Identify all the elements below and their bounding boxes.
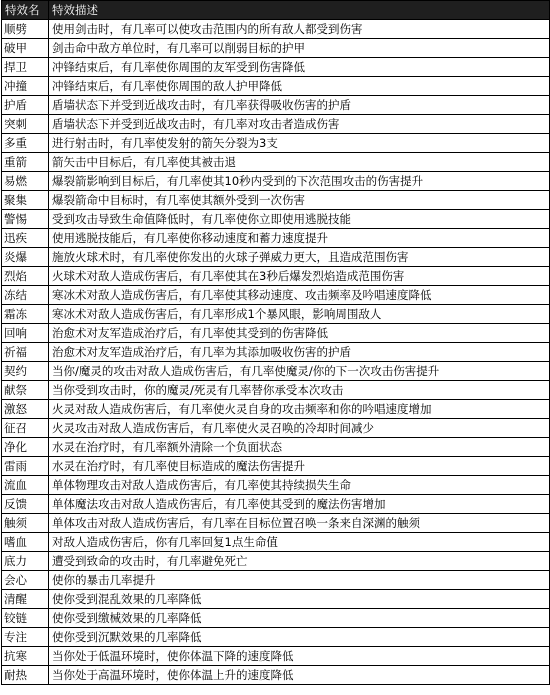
effect-desc-cell: 水灵在治疗时，有几率额外清除一个负面状态 [49,438,550,457]
effect-name-cell: 重箭 [2,153,49,172]
effect-name-cell: 祈福 [2,343,49,362]
effect-name-cell: 触须 [2,514,49,533]
header-desc: 特效描述 [49,1,550,20]
effect-name-cell: 耐热 [2,666,49,685]
table-row [2,191,550,210]
table-row [2,628,550,647]
effect-name-cell: 迅疾 [2,229,49,248]
table-row [2,647,550,666]
effect-desc-cell: 火灵攻击对敌人造成伤害后，有几率使火灵召唤的冷却时间减少 [49,419,550,438]
effect-desc-cell: 使你受到沉默效果的几率降低 [49,628,550,647]
effect-name-cell: 回响 [2,324,49,343]
table-row [2,571,550,590]
effect-name-cell: 易燃 [2,172,49,191]
effect-desc-cell: 单体攻击对敌人造成伤害后，有几率在目标位置召唤一条来自深渊的触须 [49,514,550,533]
effect-desc-cell: 火球术对敌人造成伤害后，有几率使其在3秒后爆发烈焰造成范围伤害 [49,267,550,286]
table-body [2,20,550,685]
effect-name-cell: 契约 [2,362,49,381]
table-row [2,286,550,305]
effect-name-cell: 献祭 [2,381,49,400]
table-row [2,58,550,77]
table-row [2,590,550,609]
effect-name-cell: 护盾 [2,96,49,115]
effect-name-cell: 底力 [2,552,49,571]
effect-desc-cell: 遭受到致命的攻击时，有几率避免死亡 [49,552,550,571]
table-row [2,552,550,571]
effect-name-cell: 铰链 [2,609,49,628]
table-row [2,457,550,476]
effect-desc-cell: 使用逃脱技能后，有几率使你移动速度和蓄力速度提升 [49,229,550,248]
table-row [2,210,550,229]
table-row [2,419,550,438]
effect-desc-cell: 火灵对敌人造成伤害后，有几率使火灵自身的攻击频率和你的吟唱速度增加 [49,400,550,419]
effect-desc-cell: 单体物理攻击对敌人造成伤害后，有几率使其持续损失生命 [49,476,550,495]
effect-name-cell: 清醒 [2,590,49,609]
effect-desc-cell: 当你/魔灵的攻击对敌人造成伤害后，有几率使魔灵/你的下一次攻击伤害提升 [49,362,550,381]
table-row [2,96,550,115]
table-row [2,153,550,172]
table-row [2,533,550,552]
effect-desc-cell: 盾墙状态下并受到近战攻击时，有几率获得吸收伤害的护盾 [49,96,550,115]
effect-name-cell: 流血 [2,476,49,495]
header-row [2,1,550,20]
effect-desc-cell: 使用剑击时，有几率可以使攻击范围内的所有敌人都受到伤害 [49,20,550,39]
table-row [2,229,550,248]
effect-desc-cell: 进行射击时，有几率使发射的箭矢分裂为3支 [49,134,550,153]
effect-name-cell: 霜冻 [2,305,49,324]
effect-desc-cell: 单体魔法攻击对敌人造成伤害后，有几率使其受到的魔法伤害增加 [49,495,550,514]
effect-name-cell: 炎爆 [2,248,49,267]
effect-desc-cell: 箭矢击中目标后，有几率使其被击退 [49,153,550,172]
effect-desc-cell: 受到攻击导致生命值降低时，有几率使你立即使用逃脱技能 [49,210,550,229]
table-row [2,134,550,153]
effect-name-cell: 破甲 [2,39,49,58]
table-row [2,305,550,324]
table-row [2,438,550,457]
effect-name-cell: 征召 [2,419,49,438]
effect-name-cell: 专注 [2,628,49,647]
effect-name-cell: 顺劈 [2,20,49,39]
effect-desc-cell: 当你受到攻击时，你的魔灵/死灵有几率替你承受本次攻击 [49,381,550,400]
table-row [2,172,550,191]
effect-desc-cell: 使你的暴击几率提升 [49,571,550,590]
effect-desc-cell: 水灵在治疗时，有几率使目标造成的魔法伤害提升 [49,457,550,476]
effect-name-cell: 会心 [2,571,49,590]
effect-desc-cell: 当你处于高温环境时，使你体温上升的速度降低 [49,666,550,685]
effects-table [1,0,550,685]
table-row [2,514,550,533]
table-row [2,324,550,343]
effect-desc-cell: 剑击命中敌方单位时，有几率可以削弱目标的护甲 [49,39,550,58]
table-row [2,400,550,419]
effect-desc-cell: 爆裂箭命中目标时，有几率使其额外受到一次伤害 [49,191,550,210]
table-row [2,609,550,628]
effect-desc-cell: 对敌人造成伤害后，你有几率回复1点生命值 [49,533,550,552]
effect-name-cell: 聚集 [2,191,49,210]
effect-desc-cell: 使你受到缴械效果的几率降低 [49,609,550,628]
effect-desc-cell: 爆裂箭影响到目标后，有几率使其10秒内受到的下次范围攻击的伤害提升 [49,172,550,191]
effect-name-cell: 雷雨 [2,457,49,476]
table-row [2,248,550,267]
table-row [2,115,550,134]
table-row [2,362,550,381]
effect-desc-cell: 盾墙状态下并受到近战攻击时，有几率对攻击者造成伤害 [49,115,550,134]
table-row [2,381,550,400]
effect-desc-cell: 治愈术对友军造成治疗后，有几率为其添加吸收伤害的护盾 [49,343,550,362]
table-row [2,476,550,495]
effect-desc-cell: 当你处于低温环境时，使你体温下降的速度降低 [49,647,550,666]
effect-name-cell: 反馈 [2,495,49,514]
effect-desc-cell: 使你受到混乱效果的几率降低 [49,590,550,609]
table-row [2,495,550,514]
effect-name-cell: 嗜血 [2,533,49,552]
effect-name-cell: 冲撞 [2,77,49,96]
effect-desc-cell: 冲锋结束后，有几率使你周围的敌人护甲降低 [49,77,550,96]
effect-name-cell: 抗寒 [2,647,49,666]
effect-name-cell: 激怒 [2,400,49,419]
effect-name-cell: 多重 [2,134,49,153]
effect-name-cell: 净化 [2,438,49,457]
table-row [2,666,550,685]
effect-desc-cell: 治愈术对友军造成治疗后，有几率使其受到的伤害降低 [49,324,550,343]
table-row [2,20,550,39]
effect-name-cell: 突刺 [2,115,49,134]
table-row [2,343,550,362]
table-row [2,39,550,58]
effect-name-cell: 捍卫 [2,58,49,77]
effect-name-cell: 冻结 [2,286,49,305]
effect-name-cell: 警惕 [2,210,49,229]
table-row [2,77,550,96]
effect-name-cell: 烈焰 [2,267,49,286]
table-row [2,267,550,286]
header-name: 特效名 [2,1,49,20]
effect-desc-cell: 冲锋结束后，有几率使你周围的友军受到伤害降低 [49,58,550,77]
effect-desc-cell: 施放火球术时，有几率使你发出的火球子弹威力更大，且造成范围伤害 [49,248,550,267]
effect-desc-cell: 寒冰术对敌人造成伤害后，有几率使其移动速度、攻击频率及吟唱速度降低 [49,286,550,305]
effect-desc-cell: 寒冰术对敌人造成伤害后，有几率形成1个暴风眼，影响周围敌人 [49,305,550,324]
